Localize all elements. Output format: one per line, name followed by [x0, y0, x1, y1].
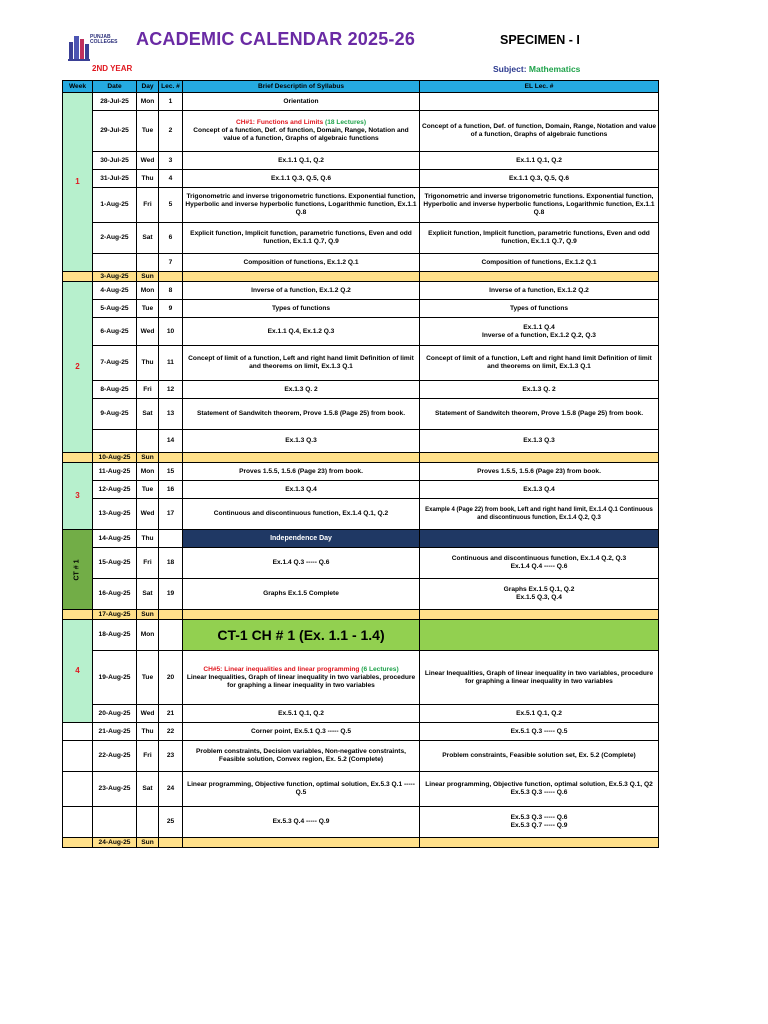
- table-row: 3 11-Aug-25 Mon 15 Proves 1.5.5, 1.5.6 (Page 23) from book. Proves 1.5.5, 1.5.6 (Page 23) from book.: [63, 463, 659, 481]
- table-row: 12-Aug-25 Tue 16 Ex.1.3 Q.4 Ex.1.3 Q.4: [63, 481, 659, 499]
- chapter-lecture-count: (6 Lectures): [361, 665, 399, 673]
- chapter-heading: CH#5: Linear inequalities and linear programming: [203, 665, 360, 673]
- col-week: Week: [63, 81, 93, 93]
- week-cell: 4: [63, 620, 93, 723]
- sunday-row: 10-Aug-25 Sun: [63, 453, 659, 463]
- col-description: Brief Descriptin of Syllabus: [183, 81, 420, 93]
- table-row: 19-Aug-25 Tue 20 CH#5: Linear inequalities and linear programming (6 Lectures) Linear Inequalities, Graph of linear inequality in two variables, procedure for graphing a linear inequality in two variables Linear Inequalities, Graph of linear inequality in two variables, procedure for graphing a linear inequality in two variables: [63, 651, 659, 705]
- table-row: 29-Jul-25 Tue 2 CH#1: Functions and Limits (18 Lectures) Concept of a function, Def. of function, Domain, Range, Notation and value of a function, Graphs of algebraic functions Concept of a function, Def. of function, Domain, Range, Notation and value of a function, Graphs of algebraic functions: [63, 111, 659, 152]
- table-row: 2 4-Aug-25 Mon 8 Inverse of a function, Ex.1.2 Q.2 Inverse of a function, Ex.1.2 Q.2: [63, 282, 659, 300]
- table-row: 8-Aug-25 Fri 12 Ex.1.3 Q. 2 Ex.1.3 Q. 2: [63, 381, 659, 399]
- table-row: 16-Aug-25 Sat 19 Graphs Ex.1.5 Complete Graphs Ex.1.5 Q.1, Q.2 Ex.1.5 Q.3, Q.4: [63, 579, 659, 610]
- chapter-heading: CH#1: Functions and Limits: [235, 119, 324, 126]
- subject-value: Mathematics: [528, 64, 581, 74]
- table-row: 7 Composition of functions, Ex.1.2 Q.1 Composition of functions, Ex.1.2 Q.1: [63, 254, 659, 272]
- ct-week-cell: CT # 1: [63, 530, 93, 610]
- page-header: [62, 26, 658, 66]
- sunday-row: 17-Aug-25 Sun: [63, 610, 659, 620]
- table-row: 1 28-Jul-25 Mon 1 Orientation: [63, 93, 659, 111]
- table-row: 4 18-Aug-25 Mon CT-1 CH # 1 (Ex. 1.1 - 1.4): [63, 620, 659, 651]
- sunday-row: 3-Aug-25 Sun: [63, 272, 659, 282]
- col-lec: Lec. #: [159, 81, 183, 93]
- table-row: 2-Aug-25 Sat 6 Explicit function, Implicit function, parametric functions, Even and odd function, Ex.1.1 Q.7, Q.9 Explicit function, Implicit function, parametric functions, Even and odd function, Ex.1.1 Q.7, Q.9: [63, 223, 659, 254]
- table-row: 14 Ex.1.3 Q.3 Ex.1.3 Q.3: [63, 430, 659, 453]
- col-el-lec: EL Lec. #: [420, 81, 659, 93]
- table-row: 31-Jul-25 Thu 4 Ex.1.1 Q.3, Q.5, Q.6 Ex.1.1 Q.3, Q.5, Q.6: [63, 170, 659, 188]
- table-row: 15-Aug-25 Fri 18 Ex.1.4 Q.3 ----- Q.6 Continuous and discontinuous function, Ex.1.4 Q.2, Q.3 Ex.1.4 Q.4 ----- Q.6: [63, 548, 659, 579]
- week-cell: 3: [63, 463, 93, 530]
- table-row: CT # 1 14-Aug-25 Thu Independence Day: [63, 530, 659, 548]
- week-cell: 1: [63, 93, 93, 272]
- specimen-label: SPECIMEN - I: [500, 33, 580, 47]
- independence-day-banner: Independence Day: [183, 530, 420, 548]
- table-row: 13-Aug-25 Wed 17 Continuous and discontinuous function, Ex.1.4 Q.1, Q.2 Example 4 (Page 22) from book, Left and right hand limit, Ex.1.4 Q.1 Continuous and discontinuous function, Ex.1.4 Q.2, Q.3: [63, 499, 659, 530]
- year-label: 2ND YEAR: [92, 64, 133, 73]
- col-day: Day: [137, 81, 159, 93]
- table-row: 20-Aug-25 Wed 21 Ex.5.1 Q.1, Q.2 Ex.5.1 Q.1, Q.2: [63, 705, 659, 723]
- ct-1-banner: CT-1 CH # 1 (Ex. 1.1 - 1.4): [183, 620, 420, 651]
- table-row: 30-Jul-25 Wed 3 Ex.1.1 Q.1, Q.2 Ex.1.1 Q.1, Q.2: [63, 152, 659, 170]
- subject-label: Subject: Mathematics: [493, 64, 581, 74]
- table-row: 23-Aug-25 Sat 24 Linear programming, Objective function, optimal solution, Ex.5.3 Q.1 ----- Q.5 Linear programming, Objective function, optimal solution, Ex.5.3 Q.1, Q2 Ex.5.3 Q.3 ----- Q.6: [63, 772, 659, 807]
- week-cell: 2: [63, 282, 93, 453]
- table-row: 7-Aug-25 Thu 11 Concept of limit of a function, Left and right hand limit Definition of limit and theorems on limit, Ex.1.3 Q.1 Concept of limit of a function, Left and right hand limit Definition of limit and theorems on limit, Ex.1.3 Q.1: [63, 346, 659, 381]
- table-row: 9-Aug-25 Sat 13 Statement of Sandwitch theorem, Prove 1.5.8 (Page 25) from book. Statement of Sandwitch theorem, Prove 1.5.8 (Page 25) from book.: [63, 399, 659, 430]
- table-row: 22-Aug-25 Fri 23 Problem constraints, Decision variables, Non-negative constraints, Feasible solution, Convex region, Ex. 5.2 (Complete) Problem constraints, Feasible solution set, Ex. 5.2 (Complete): [63, 741, 659, 772]
- logo-text: PUNJAB COLLEGES: [90, 34, 118, 45]
- table-row: 5-Aug-25 Tue 9 Types of functions Types of functions: [63, 300, 659, 318]
- table-row: 1-Aug-25 Fri 5 Trigonometric and inverse trigonometric functions. Exponential function, Hyperbolic and inverse hyperbolic functions, Logarithmic function, Ex.1.1 Q.8 Trigonometric and inverse trigonometric functions. Exponential function, Hyperbolic and inverse hyperbolic functions, Logarithmic function, Ex.1.1 Q.8: [63, 188, 659, 223]
- table-row: 25 Ex.5.3 Q.4 ----- Q.9 Ex.5.3 Q.3 ----- Q.6 Ex.5.3 Q.7 ----- Q.9: [63, 807, 659, 838]
- page-title: ACADEMIC CALENDAR 2025-26: [136, 29, 416, 49]
- chapter-lecture-count: (18 Lectures): [325, 119, 367, 126]
- col-date: Date: [93, 81, 137, 93]
- table-row: 6-Aug-25 Wed 10 Ex.1.1 Q.4, Ex.1.2 Q.3 Ex.1.1 Q.4 Inverse of a function, Ex.1.2 Q.2, Q.3: [63, 318, 659, 346]
- sunday-row: 24-Aug-25 Sun: [63, 838, 659, 848]
- calendar-table: [62, 80, 659, 848]
- table-row: 21-Aug-25 Thu 22 Corner point, Ex.5.1 Q.3 ----- Q.5 Ex.5.1 Q.3 ----- Q.5: [63, 723, 659, 741]
